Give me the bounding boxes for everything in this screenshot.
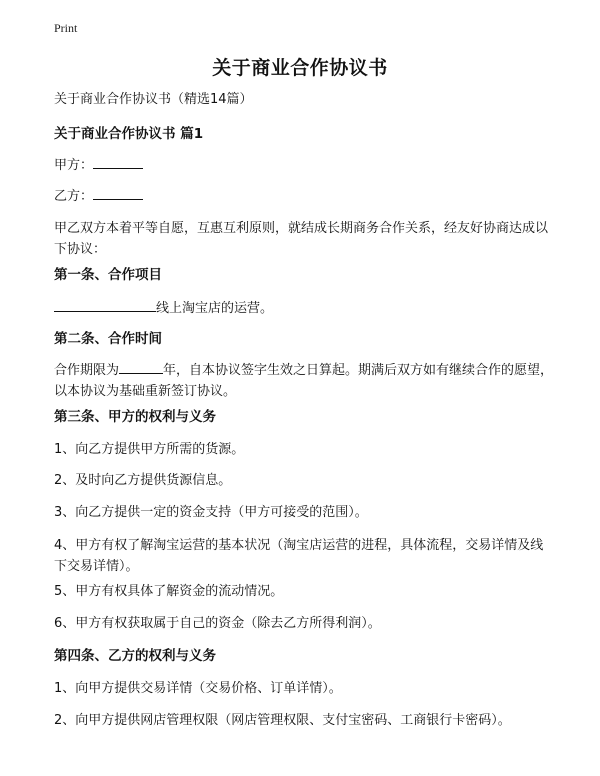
article1-content: 线上淘宝店的运营。 — [156, 301, 274, 316]
article1-blank — [54, 297, 156, 312]
list-item: 6、甲方有权获取属于自己的资金（除去乙方所得利润）。 — [54, 616, 381, 631]
article2-text-after: 年，自本协议签字生效之日算起。期满后双方如有继续合作的愿望，以本协议为基础重新签订协议。 — [54, 363, 554, 399]
party-b-blank — [93, 185, 143, 200]
list-item: 4、甲方有权了解淘宝运营的基本状况（淘宝店运营的进程，具体流程，交易详情及线下交易详情）。 — [54, 538, 544, 574]
article2-text — [54, 359, 554, 402]
article1-text — [54, 297, 273, 320]
article2-heading: 第二条、合作时间 — [54, 331, 162, 347]
article2-text-before: 合作期限为 — [54, 363, 120, 378]
article1-heading: 第一条、合作项目 — [54, 267, 162, 283]
party-b-line — [54, 185, 143, 208]
article2-blank — [119, 359, 163, 374]
party-a-line — [54, 154, 143, 177]
print-link[interactable]: Print — [54, 21, 78, 35]
list-item: 2、及时向乙方提供货源信息。 — [54, 473, 232, 488]
list-item: 2、向甲方提供网店管理权限（网店管理权限、支付宝密码、工商银行卡密码）。 — [54, 713, 511, 728]
list-item: 3、向乙方提供一定的资金支持（甲方可接受的范围）。 — [54, 505, 368, 520]
party-a-label: 甲方： — [54, 158, 94, 173]
article3-heading: 第三条、甲方的权利与义务 — [54, 409, 216, 425]
article4-heading: 第四条、乙方的权利与义务 — [54, 648, 216, 664]
list-item: 1、向甲方提供交易详情（交易价格、订单详情）。 — [54, 681, 342, 696]
party-b-label: 乙方： — [54, 189, 94, 204]
document-subtitle: 关于商业合作协议书（精选14篇） — [54, 92, 253, 107]
party-a-blank — [93, 154, 143, 169]
intro-paragraph: 甲乙双方本着平等自愿，互惠互利原则，就结成长期商务合作关系，经友好协商达成以下协议： — [54, 221, 549, 257]
section-title: 关于商业合作协议书 篇1 — [54, 126, 204, 142]
list-item: 5、甲方有权具体了解资金的流动情况。 — [54, 584, 284, 599]
list-item: 1、向乙方提供甲方所需的货源。 — [54, 442, 245, 457]
document-title: 关于商业合作协议书 — [212, 57, 388, 79]
